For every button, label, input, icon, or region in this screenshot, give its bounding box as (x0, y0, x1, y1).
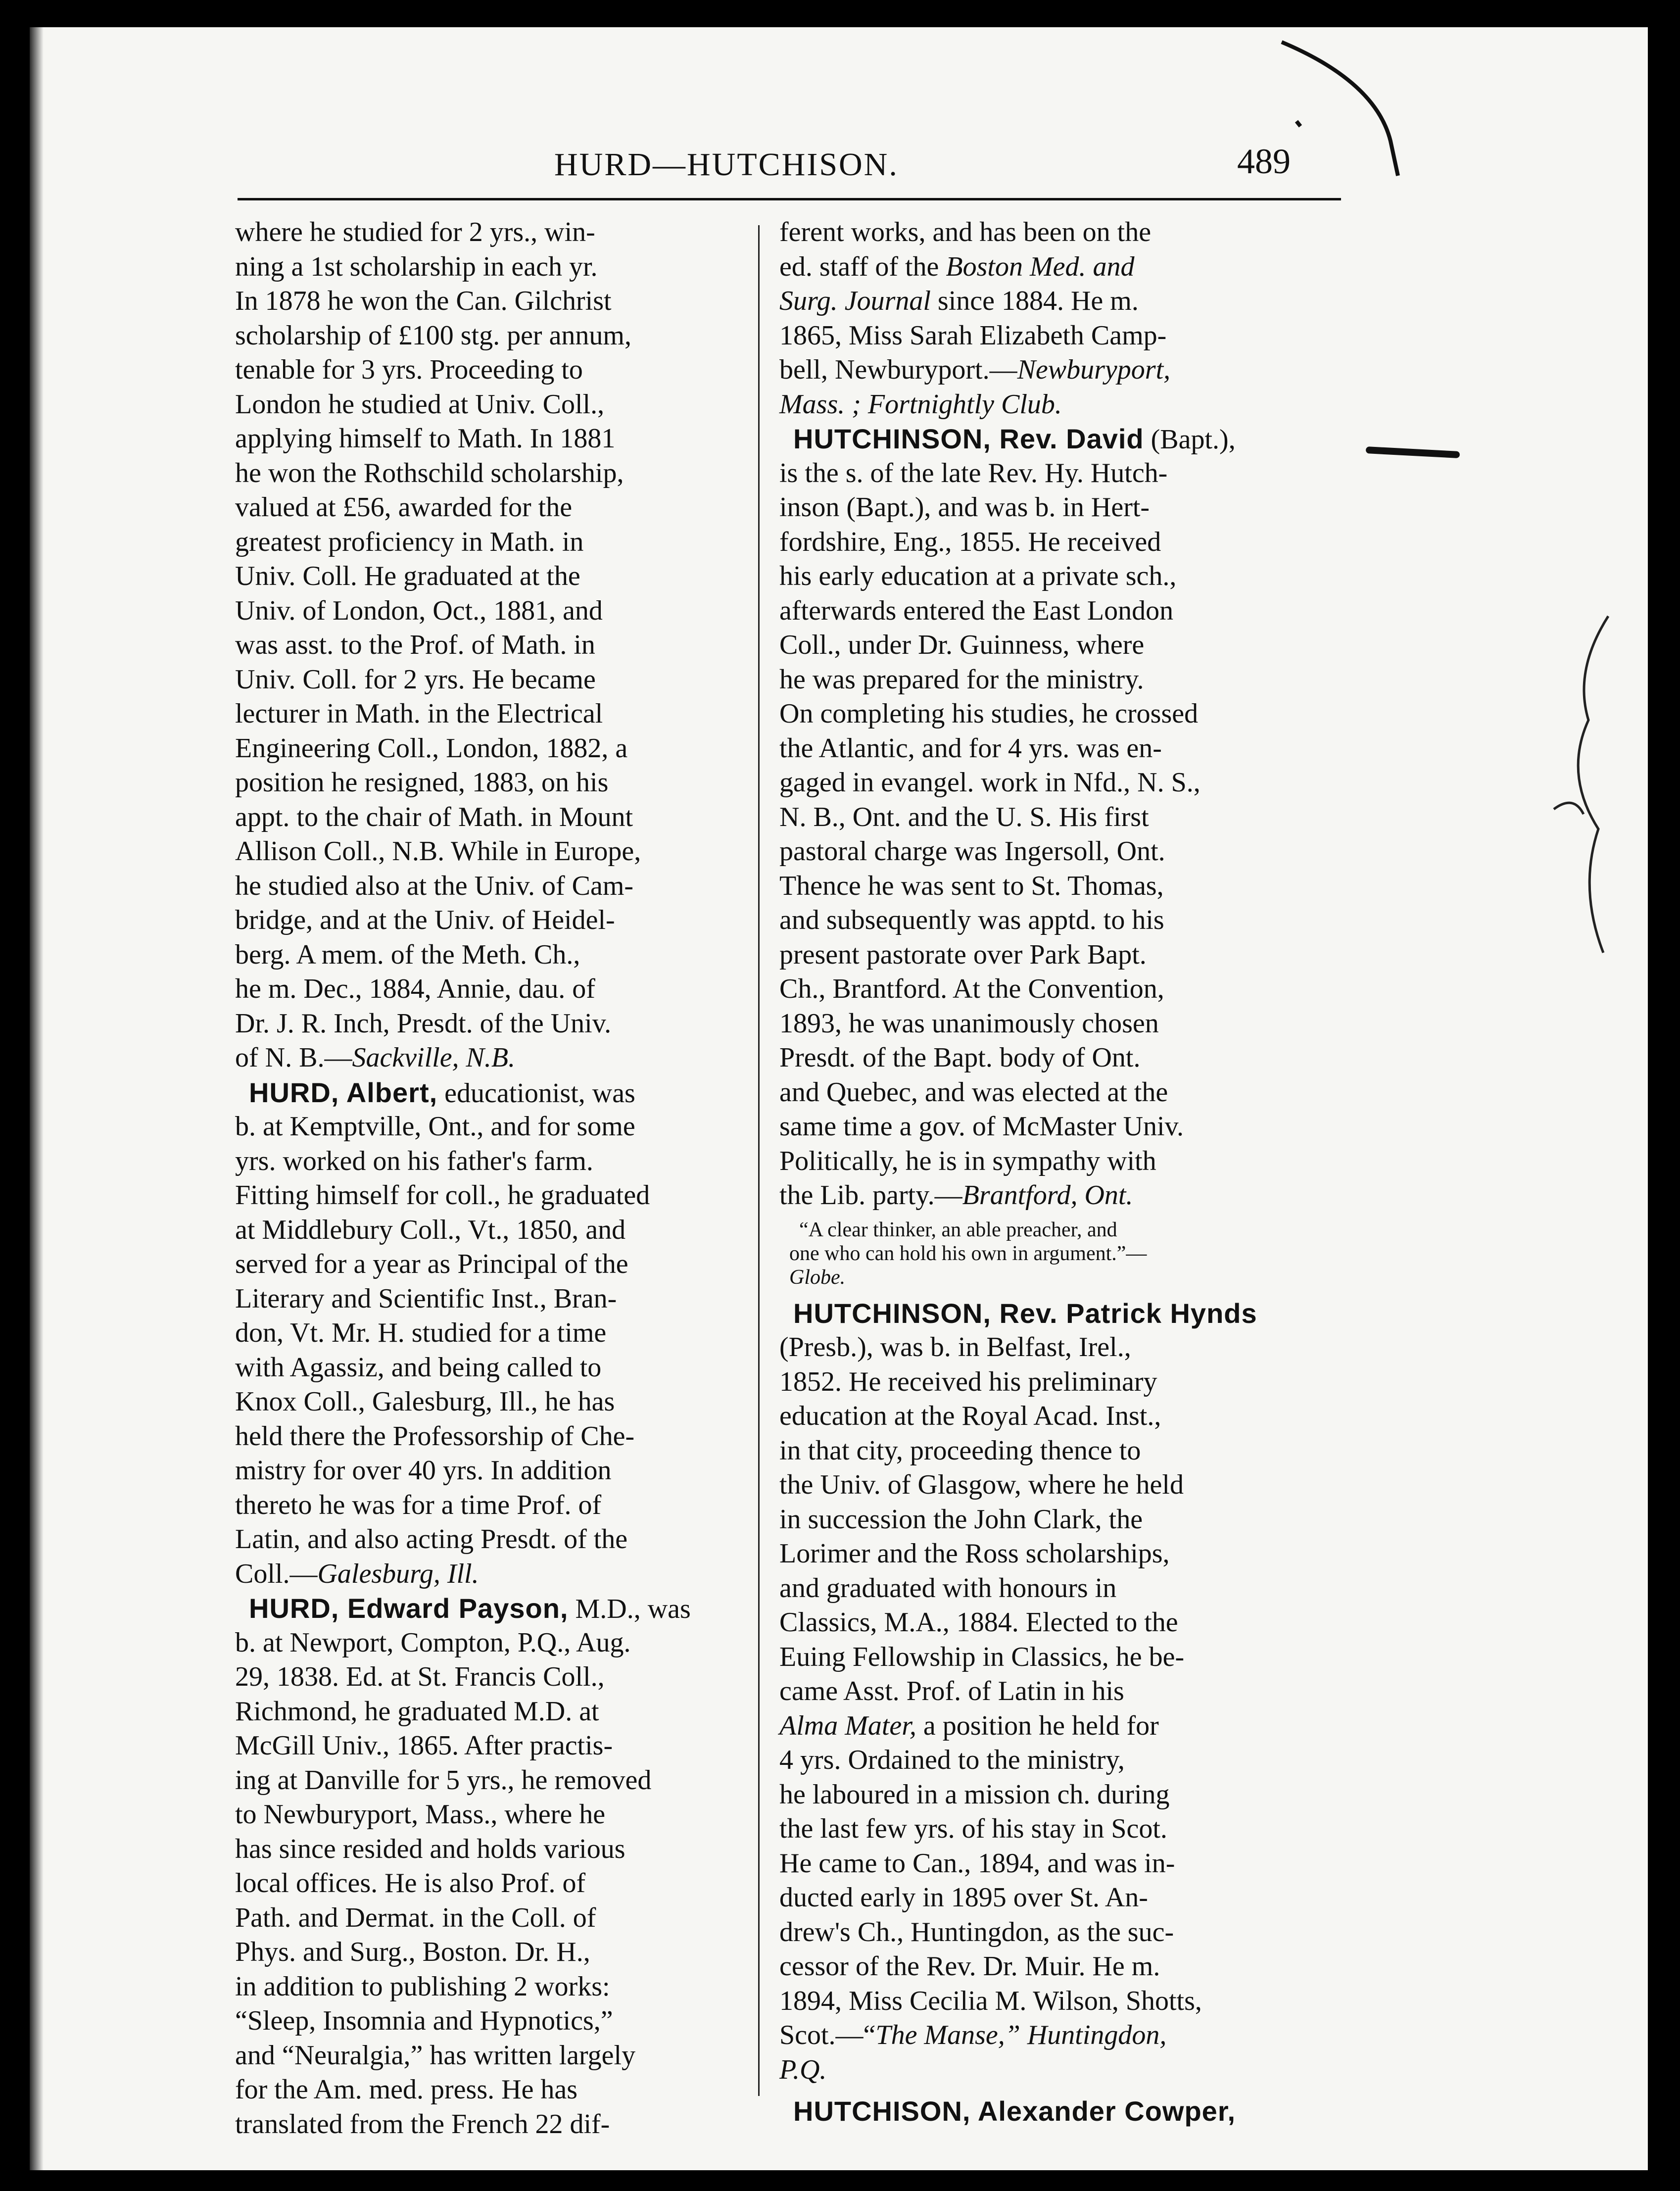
text-line (235, 1178, 765, 1213)
line-text: (Presb.), was b. in Belfast, Irel., (779, 1332, 1131, 1363)
text-line (235, 766, 765, 800)
line-text: Thence he was sent to St. Thomas, (779, 870, 1164, 901)
line-text: of N. B.— (235, 1042, 352, 1073)
line-text: same time a gov. of McMaster Univ. (779, 1111, 1184, 1142)
italic-text: Brantford, Ont. (962, 1180, 1133, 1211)
line-text: pastoral charge was Ingersoll, Ont. (779, 836, 1165, 867)
line-text: ning a 1st scholarship in each yr. (235, 251, 598, 282)
line-text: M.D., was (568, 1594, 691, 1624)
line-text: in that city, proceeding thence to (779, 1435, 1141, 1466)
text-line (235, 731, 765, 766)
line-text: Dr. J. R. Inch, Presdt. of the Univ. (235, 1008, 612, 1039)
text-line (779, 938, 1319, 973)
text-line (235, 1419, 765, 1454)
text-line (779, 1949, 1319, 1984)
line-text: held there the Professorship of Che- (235, 1420, 635, 1452)
italic-text: Boston Med. and (946, 251, 1135, 282)
quote-block (779, 1218, 1319, 1289)
line-text: since 1884. He m. (930, 286, 1139, 316)
italic-text: Galesburg, Ill. (317, 1558, 479, 1589)
text-line (779, 525, 1319, 560)
line-text: 29, 1838. Ed. at St. Francis Coll., (235, 1661, 605, 1692)
text-line (235, 903, 765, 938)
text-line (235, 594, 765, 629)
text-line (779, 766, 1319, 800)
italic-text: Newburyport, (1017, 354, 1171, 385)
text-line (779, 731, 1319, 766)
text-line (235, 1007, 765, 1041)
line-text: In 1878 he won the Can. Gilchrist (235, 286, 612, 316)
line-text: he was prepared for the ministry. (779, 664, 1144, 695)
text-line (235, 1522, 765, 1557)
line-text: to Newburyport, Mass., where he (235, 1799, 606, 1830)
text-line (779, 869, 1319, 904)
line-text: ing at Danville for 5 yrs., he removed (235, 1764, 652, 1796)
text-line (235, 1626, 765, 1660)
text-line (779, 1743, 1319, 1778)
text-line (779, 834, 1319, 869)
line-text: at Middlebury Coll., Vt., 1850, and (235, 1214, 626, 1245)
line-text: education at the Royal Acad. Inst., (779, 1401, 1161, 1431)
line-text: 1865, Miss Sarah Elizabeth Camp- (779, 320, 1167, 351)
text-line (235, 1832, 765, 1867)
text-line (235, 1935, 765, 1970)
line-text: position he resigned, 1883, on his (235, 767, 609, 798)
line-text: present pastorate over Park Bapt. (779, 939, 1147, 970)
line-text: Coll.— (235, 1558, 318, 1589)
text-line (779, 1915, 1319, 1950)
text-line (779, 1144, 1319, 1179)
italic-text: Mass. ; Fortnightly Club. (779, 389, 1062, 420)
line-text: appt. to the chair of Math. in Mount (235, 801, 633, 832)
line-text: is the s. of the late Rev. Hy. Hutch- (779, 457, 1168, 488)
line-text: yrs. worked on his father's farm. (235, 1145, 593, 1176)
text-line (779, 1041, 1319, 1075)
line-text: and Quebec, and was elected at the (779, 1076, 1168, 1108)
line-text: Allison Coll., N.B. While in Europe, (235, 836, 641, 867)
text-line (779, 1075, 1319, 1110)
text-line (235, 525, 765, 560)
text-line (235, 1970, 765, 2004)
line-text: educationist, was (437, 1077, 635, 1109)
line-text: “Sleep, Insomnia and Hypnotics,” (235, 2005, 613, 2036)
line-text: scholarship of £100 stg. per annum, (235, 320, 631, 351)
entry-heading-line (779, 422, 1319, 456)
entry-name: HURD, Albert, (249, 1076, 438, 1108)
italic-text: Sackville, N.B. (352, 1042, 516, 1073)
line-text: in addition to publishing 2 works: (235, 1971, 610, 2002)
right-column (779, 215, 1319, 2129)
text-line (779, 903, 1319, 938)
text-line (779, 250, 1319, 285)
text-line (235, 697, 765, 731)
italic-text: The Manse,” Huntingdon, (875, 2020, 1167, 2050)
line-text: valued at £56, awarded for the (235, 492, 573, 523)
line-text: London he studied at Univ. Coll., (235, 389, 605, 420)
text-line (235, 800, 765, 835)
line-text: his early education at a private sch., (779, 561, 1177, 591)
text-line (779, 2018, 1319, 2053)
line-text: Literary and Scientific Inst., Bran- (235, 1283, 617, 1314)
line-text: ducted early in 1895 over St. An- (779, 1882, 1148, 1913)
line-text: Presdt. of the Bapt. body of Ont. (779, 1042, 1141, 1073)
line-text: bridge, and at the Univ. of Heidel- (235, 905, 615, 935)
line-text: served for a year as Principal of the (235, 1249, 628, 1279)
line-text: Ch., Brantford. At the Convention, (779, 974, 1164, 1004)
text-line (779, 1881, 1319, 1915)
text-line (779, 388, 1319, 422)
text-line (779, 1434, 1319, 1468)
line-text: the Atlantic, and for 4 yrs. was en- (779, 732, 1162, 764)
line-text: gaged in evangel. work in Nfd., N. S., (779, 767, 1200, 798)
line-text: Coll., under Dr. Guinness, where (779, 630, 1145, 660)
line-text: 4 yrs. Ordained to the ministry, (779, 1745, 1125, 1775)
text-line (235, 1695, 765, 1729)
line-text: Univ. of London, Oct., 1881, and (235, 595, 603, 626)
line-text: greatest proficiency in Math. in (235, 526, 584, 557)
line-text: and graduated with honours in (779, 1572, 1117, 1604)
text-line (779, 800, 1319, 835)
text-line (779, 1640, 1319, 1675)
text-line (779, 1178, 1319, 1213)
line-text: where he studied for 2 yrs., win- (235, 217, 595, 247)
text-line (235, 388, 765, 422)
text-line (235, 1557, 765, 1592)
line-text: the last few yrs. of his stay in Scot. (779, 1813, 1167, 1844)
text-line (235, 972, 765, 1007)
text-line (779, 1709, 1319, 1744)
line-text: translated from the French 22 dif- (235, 2108, 610, 2140)
text-line (235, 215, 765, 250)
text-line (779, 1330, 1319, 1365)
line-text: Univ. Coll. He graduated at the (235, 561, 580, 591)
line-text: bell, Newburyport.— (779, 354, 1017, 385)
entry-name: HUTCHINSON, Rev. David (793, 423, 1144, 454)
line-text: Latin, and also acting Presdt. of the (235, 1524, 628, 1555)
text-line (779, 1007, 1319, 1041)
line-text: has since resided and holds various (235, 1833, 625, 1864)
entry-name: HURD, Edward Payson, (249, 1593, 569, 1624)
text-line (235, 1901, 765, 1936)
text-line (235, 628, 765, 663)
line-text: b. at Newport, Compton, P.Q., Aug. (235, 1627, 631, 1658)
line-text: and “Neuralgia,” has written largely (235, 2040, 636, 2071)
line-text: inson (Bapt.), and was b. in Hert- (779, 492, 1150, 523)
text-line (779, 1778, 1319, 1812)
italic-text: Surg. Journal (779, 286, 931, 316)
text-line (235, 250, 765, 285)
text-line (779, 1537, 1319, 1571)
line-text: berg. A mem. of the Meth. Ch., (235, 939, 580, 970)
text-line (235, 1798, 765, 1832)
italic-text: P.Q. (779, 2054, 827, 2085)
text-line (235, 422, 765, 456)
text-line (779, 1468, 1319, 1503)
text-line (779, 1571, 1319, 1606)
line-text: Engineering Coll., London, 1882, a (235, 732, 628, 764)
entry-heading-line (779, 2094, 1319, 2129)
text-line (779, 1503, 1319, 1537)
quote-line: “A clear thinker, an able preacher, and (799, 1218, 1117, 1241)
line-text: On completing his studies, he crossed (779, 698, 1199, 729)
text-line (235, 938, 765, 973)
line-text: He came to Can., 1894, and was in- (779, 1848, 1175, 1879)
line-text: cessor of the Rev. Dr. Muir. He m. (779, 1951, 1160, 1982)
line-text: 1893, he was unanimously chosen (779, 1008, 1159, 1039)
line-text: was asst. to the Prof. of Math. in (235, 630, 595, 660)
text-line (235, 1247, 765, 1282)
text-line (779, 1674, 1319, 1709)
text-line (235, 559, 765, 594)
quote-line: Globe. (789, 1266, 846, 1289)
text-line (235, 663, 765, 697)
text-line (235, 2073, 765, 2107)
line-text: Knox Coll., Galesburg, Ill., he has (235, 1386, 615, 1417)
line-text: he laboured in a mission ch. during (779, 1779, 1170, 1810)
text-line (779, 628, 1319, 663)
text-line (779, 1606, 1319, 1640)
text-line (779, 1110, 1319, 1144)
text-line (235, 1041, 765, 1075)
line-text: with Agassiz, and being called to (235, 1352, 602, 1383)
text-line (779, 972, 1319, 1007)
line-text: 1894, Miss Cecilia M. Wilson, Shotts, (779, 1985, 1202, 2016)
quote-line: one who can hold his own in argument.”— (789, 1242, 1147, 1265)
text-line (235, 834, 765, 869)
line-text: don, Vt. Mr. H. studied for a time (235, 1317, 607, 1348)
line-text: Fitting himself for coll., he graduated (235, 1180, 650, 1211)
line-text: in succession the John Clark, the (779, 1504, 1143, 1535)
entry-heading-line (779, 1296, 1319, 1331)
line-text: N. B., Ont. and the U. S. His first (779, 801, 1149, 832)
italic-text: Alma Mater, (779, 1710, 916, 1741)
text-line (779, 559, 1319, 594)
line-text: local offices. He is also Prof. of (235, 1868, 586, 1899)
line-text: ed. staff of the (779, 251, 946, 282)
line-text: came Asst. Prof. of Latin in his (779, 1676, 1124, 1706)
line-text: ferent works, and has been on the (779, 217, 1152, 247)
entry-name: HUTCHINSON, Rev. Patrick Hynds (793, 1297, 1257, 1329)
text-line (235, 1351, 765, 1385)
page-edge-shadow (30, 27, 44, 2170)
line-text: (Bapt.), (1144, 424, 1236, 455)
text-line (235, 1316, 765, 1351)
line-text: Richmond, he graduated M.D. at (235, 1696, 599, 1727)
text-line (235, 353, 765, 388)
line-text: thereto he was for a time Prof. of (235, 1489, 602, 1520)
line-text: he won the Rothschild scholarship, (235, 457, 624, 488)
line-text: b. at Kemptville, Ont., and for some (235, 1111, 635, 1142)
text-line (235, 1660, 765, 1695)
text-line (779, 319, 1319, 353)
text-line (779, 353, 1319, 388)
line-text: drew's Ch., Huntingdon, as the suc- (779, 1916, 1174, 1948)
text-line (779, 1365, 1319, 1400)
text-line (779, 456, 1319, 491)
line-text: 1852. He received his preliminary (779, 1366, 1157, 1397)
entry-heading-line (235, 1591, 765, 1626)
text-line (235, 2004, 765, 2039)
text-line (235, 2107, 765, 2142)
text-line (779, 663, 1319, 697)
header-rule (238, 198, 1341, 200)
text-line (235, 1763, 765, 1798)
line-text: and subsequently was apptd. to his (779, 905, 1164, 935)
page-number: 489 (1237, 142, 1291, 181)
line-text: Classics, M.A., 1884. Elected to the (779, 1607, 1178, 1638)
line-text: Path. and Dermat. in the Coll. of (235, 1902, 596, 1933)
text-line (235, 1729, 765, 1763)
text-line (235, 869, 765, 904)
text-line (779, 215, 1319, 250)
text-line (779, 1984, 1319, 2019)
scanned-page (30, 27, 1648, 2170)
line-text: the Lib. party.— (779, 1180, 962, 1211)
text-line (235, 319, 765, 353)
text-line (779, 594, 1319, 629)
text-line (235, 490, 765, 525)
line-text: fordshire, Eng., 1855. He received (779, 526, 1161, 557)
text-line (779, 284, 1319, 319)
text-line (235, 1282, 765, 1316)
text-line (235, 284, 765, 319)
text-line (235, 1866, 765, 1901)
column-divider (758, 225, 760, 2096)
line-text: a position he held for (916, 1710, 1159, 1741)
text-line (235, 1110, 765, 1144)
text-line (235, 2039, 765, 2073)
line-text: Phys. and Surg., Boston. Dr. H., (235, 1937, 590, 1967)
line-text: Lorimer and the Ross scholarships, (779, 1538, 1170, 1569)
text-line (235, 1488, 765, 1523)
line-text: Scot.—“ (779, 2020, 876, 2050)
line-text: afterwards entered the East London (779, 595, 1174, 626)
left-column (235, 215, 765, 2142)
line-text: McGill Univ., 1865. After practis- (235, 1730, 613, 1761)
scan-mark-dash (1366, 446, 1460, 458)
line-text: he studied also at the Univ. of Cam- (235, 870, 634, 901)
page-header (30, 142, 1648, 200)
text-line (235, 1213, 765, 1248)
line-text: mistry for over 40 yrs. In addition (235, 1455, 612, 1486)
text-line (779, 1812, 1319, 1847)
line-text: Euing Fellowship in Classics, he be- (779, 1641, 1185, 1672)
running-head: HURD—HUTCHISON. (554, 146, 899, 183)
line-text: for the Am. med. press. He has (235, 2074, 578, 2105)
text-line (235, 1144, 765, 1179)
text-line (235, 456, 765, 491)
line-text: the Univ. of Glasgow, where he held (779, 1469, 1184, 1500)
text-line (779, 2053, 1319, 2088)
text-line (235, 1454, 765, 1488)
line-text: applying himself to Math. In 1881 (235, 423, 616, 454)
line-text: lecturer in Math. in the Electrical (235, 698, 603, 729)
text-line (779, 697, 1319, 731)
line-text: Univ. Coll. for 2 yrs. He became (235, 664, 596, 695)
text-line (779, 1847, 1319, 1881)
scan-mark-scribble (1544, 611, 1613, 958)
entry-heading-line (235, 1075, 765, 1110)
text-line (779, 1399, 1319, 1434)
entry-name: HUTCHISON, Alexander Cowper, (793, 2095, 1236, 2127)
line-text: he m. Dec., 1884, Annie, dau. of (235, 974, 595, 1004)
text-line (235, 1385, 765, 1419)
line-text: tenable for 3 yrs. Proceeding to (235, 354, 583, 385)
line-text: Politically, he is in sympathy with (779, 1145, 1156, 1176)
text-line (779, 490, 1319, 525)
